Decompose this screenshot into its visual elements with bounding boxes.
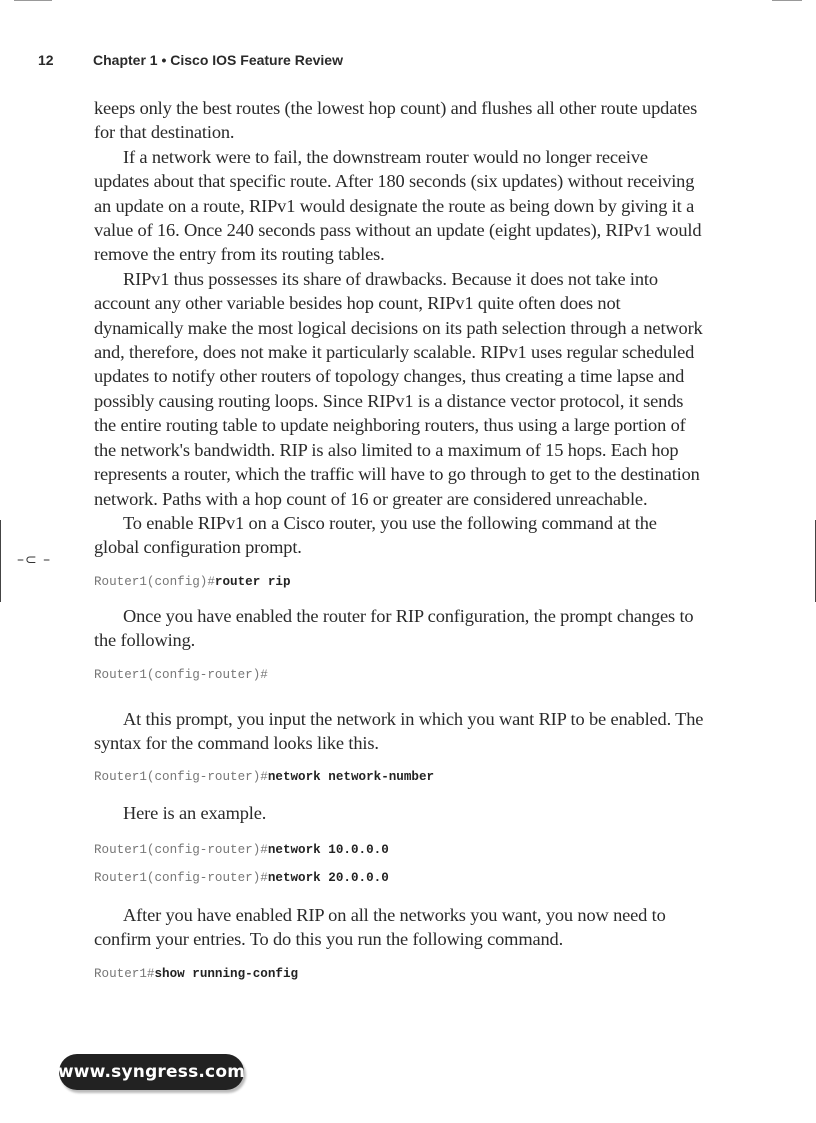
code-prompt: Router1(config)# xyxy=(94,574,215,589)
code-prompt: Router1(config-router)# xyxy=(94,667,268,682)
footer-url: www.syngress.com xyxy=(57,1062,246,1082)
code-command: network 10.0.0.0 xyxy=(267,842,389,857)
paragraph: keeps only the best routes (the lowest hop count) and flushes all other route updates for that destination. xyxy=(94,98,698,143)
paragraph: To enable RIPv1 on a Cisco router, you use the following command at the global configuration prompt. xyxy=(94,512,657,558)
code-prompt: Router1(config-router)# xyxy=(94,842,268,857)
paragraph: At this prompt, you input the network in which you want RIP to be enabled. The syntax for the command looks like this. xyxy=(94,708,704,753)
footer-url-badge xyxy=(59,1054,244,1090)
page-edge-left xyxy=(0,520,1,602)
code-line xyxy=(94,769,706,785)
code-line xyxy=(94,966,706,982)
page-number: 12 xyxy=(38,52,54,68)
crop-mark-top-right xyxy=(772,0,802,1)
crop-mark-top-left xyxy=(14,0,52,1)
code-line xyxy=(94,870,706,886)
registration-mark-icon: –⊂ – xyxy=(17,552,52,568)
code-prompt: Router1# xyxy=(94,966,155,981)
paragraph: If a network were to fail, the downstream router would no longer receive updates about that specific route. After 180 seconds (six updates) without receiving an update on a route, RIPv1 would designate the route as being down by giving it a value of 16. Once 240 seconds pass without an update (eight updates), RIPv1 would remove the entry from its routing tables. xyxy=(94,146,702,265)
paragraph: Here is an example. xyxy=(123,803,267,824)
chapter-title: Chapter 1 • Cisco IOS Feature Review xyxy=(93,52,343,68)
paragraph: After you have enabled RIP on all the networks you want, you now need to confirm your entries. To do this you run the following command. xyxy=(94,904,666,950)
paragraph: Once you have enabled the router for RIP configuration, the prompt changes to the following. xyxy=(94,605,694,651)
code-prompt: Router1(config-router)# xyxy=(94,870,268,885)
paragraph: RIPv1 thus possesses its share of drawbacks. Because it does not take into account any other variable besides hop count, RIPv1 quite often does not dynamically make the most logical decisions on its path selection through a network and, therefore, does not make it particularly scalable. RIPv1 uses regular scheduled updates to notify other routers of topology changes, thus creating a time lapse and possibly causing routing loops. Since RIPv1 is a distance vector protocol, it sends the entire routing table to update neighboring routers, thus using a large portion of the network's bandwidth. RIP is also limited to a maximum of 15 hops. Each hop represents a router, which the traffic will have to go through to get to the destination network. Paths with a hop count of 16 or greater are considered unreachable. xyxy=(94,268,703,509)
code-line xyxy=(94,574,706,590)
code-command: show running-config xyxy=(154,966,299,981)
code-line xyxy=(94,667,706,683)
code-line xyxy=(94,842,706,858)
code-command: network network-number xyxy=(267,770,435,785)
page-content xyxy=(94,96,706,982)
code-command: network 20.0.0.0 xyxy=(267,870,389,885)
code-prompt: Router1(config-router)# xyxy=(94,770,268,785)
code-command: router rip xyxy=(214,574,291,589)
